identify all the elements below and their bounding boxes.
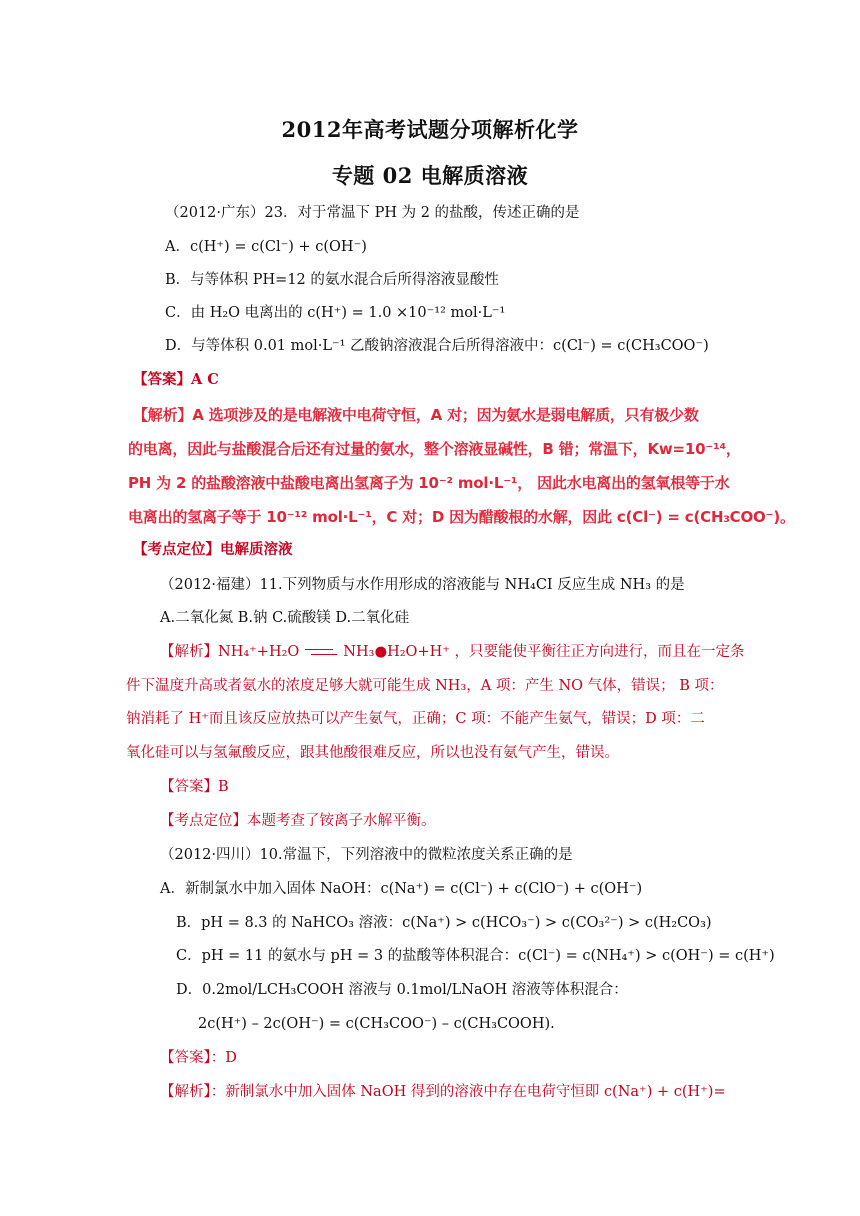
q2-equation-right: NH₃●H₂O+H⁺ ，只要能使平衡往正方向进行，而且在一定条	[343, 644, 745, 660]
q1-analysis-line-1: 【解析】A 选项涉及的是电解液中电荷守恒，A 对；因为氨水是弱电解质，只有极少数	[133, 406, 699, 424]
q2-equation-left: NH₄⁺+H₂O	[218, 644, 300, 660]
q1-option-c: C．由 H₂O 电离出的 c(H⁺) = 1.0 ×10⁻¹² mol·L⁻¹	[165, 305, 506, 321]
q1-stem: （2012·广东）23．对于常温下 PH 为 2 的盐酸，传述正确的是	[165, 205, 580, 221]
q2-analysis-line-4: 氧化硅可以与氢氟酸反应，跟其他酸很难反应，所以也没有氨气产生，错误。	[126, 745, 619, 761]
q2-analysis-line-1	[160, 642, 745, 662]
q3-analysis-line-1: 【解析】：新制氯水中加入固体 NaOH 得到的溶液中存在电荷守恒即 c(Na⁺) + c(H⁺)=	[160, 1084, 726, 1100]
q1-option-b: B．与等体积 PH=12 的氨水混合后所得溶液显酸性	[165, 272, 499, 288]
q2-analysis-line-3: 钠消耗了 H⁺而且该反应放热可以产生氨气，正确；C 项：不能产生氨气，错误；D 项：二	[126, 711, 705, 727]
q1-analysis-line-2: 的电离，因此与盐酸混合后还有过量的氨水，整个溶液显碱性，B 错；常温下，Kw=10⁻¹⁴，	[128, 440, 741, 458]
page-title: 2012年高考试题分项解析化学	[281, 117, 579, 142]
q2-analysis-line-2: 件下温度升高或者氨水的浓度足够大就可能生成 NH₃，A 项：产生 NO 气体，错误； B 项：	[126, 678, 724, 694]
q2-answer: 【答案】B	[160, 779, 229, 795]
q1-answer: 【答案】A C	[133, 371, 219, 388]
q2-knowledge-point: 【考点定位】本题考查了铵离子水解平衡。	[160, 813, 436, 829]
page-subtitle: 专题 02 电解质溶液	[331, 163, 529, 188]
q3-stem: （2012·四川）10.常温下，下列溶液中的微粒浓度关系正确的是	[160, 847, 573, 863]
q1-analysis-line-4: 电离出的氢离子等于 10⁻¹² mol·L⁻¹，C 对；D 因为醋酸根的水解，因此 c(Cl⁻) = c(CH₃COO⁻)。	[128, 508, 795, 526]
q3-answer: 【答案】：D	[160, 1050, 237, 1066]
q3-option-c: C．pH = 11 的氨水与 pH = 3 的盐酸等体积混合：c(Cl⁻) = c(NH₄⁺) > c(OH⁻) = c(H⁺)	[176, 948, 775, 964]
q2-options: A.二氧化氮 B.钠 C.硫酸镁 D.二氧化硅	[160, 610, 410, 626]
q3-option-b: B．pH = 8.3 的 NaHCO₃ 溶液：c(Na⁺) > c(HCO₃⁻) > c(CO₃²⁻) > c(H₂CO₃)	[176, 915, 712, 931]
equilibrium-arrow-icon	[303, 645, 339, 659]
q3-option-d-formula: 2c(H⁺) – 2c(OH⁻) = c(CH₃COO⁻) – c(CH₃COOH).	[198, 1016, 555, 1032]
q2-analysis-label: 【解析】	[160, 644, 218, 660]
q3-option-a: A．新制氯水中加入固体 NaOH：c(Na⁺) = c(Cl⁻) + c(ClO⁻) + c(OH⁻)	[160, 881, 643, 897]
q1-analysis-line-3: PH 为 2 的盐酸溶液中盐酸电离出氢离子为 10⁻² mol·L⁻¹， 因此水电离出的氢氧根等于水	[128, 474, 730, 492]
q3-option-d: D．0.2mol/LCH₃COOH 溶液与 0.1mol/LNaOH 溶液等体积混合：	[176, 982, 628, 998]
q1-option-d: D．与等体积 0.01 mol·L⁻¹ 乙酸钠溶液混合后所得溶液中：c(Cl⁻) = c(CH₃COO⁻)	[165, 338, 709, 354]
q1-knowledge-point: 【考点定位】电解质溶液	[133, 541, 293, 558]
q2-stem: （2012·福建）11.下列物质与水作用形成的溶液能与 NH₄CI 反应生成 NH₃ 的是	[160, 577, 685, 593]
q1-option-a: A．c(H⁺) = c(Cl⁻) + c(OH⁻)	[165, 239, 367, 255]
